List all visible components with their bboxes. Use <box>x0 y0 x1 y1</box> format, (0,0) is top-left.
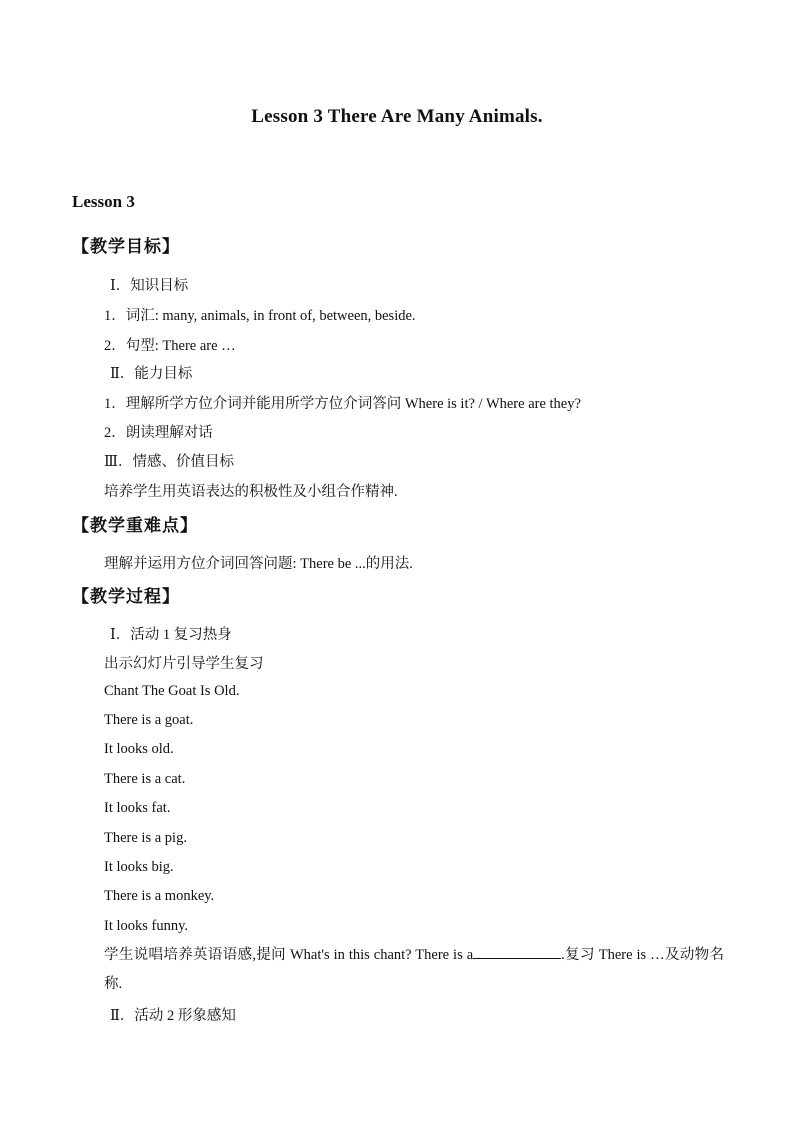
activity-1-heading: Ⅰ．活动 1 复习热身 <box>110 627 232 643</box>
chant-discussion-paragraph <box>104 941 724 999</box>
emotion-goal-heading: Ⅲ．情感、价值目标 <box>104 454 234 470</box>
section-heading-key-points: 【教学重难点】 <box>72 516 198 535</box>
slides-instruction: 出示幻灯片引导学生复习 <box>104 656 264 672</box>
lesson-label: Lesson 3 <box>72 192 135 211</box>
chant-line: There is a pig. <box>104 830 187 846</box>
section-heading-process: 【教学过程】 <box>72 587 180 606</box>
chant-line: It looks fat. <box>104 800 171 816</box>
chant-line: It looks big. <box>104 859 174 875</box>
paragraph-text-end: .复习 There is …及动物名称. <box>104 947 724 992</box>
chant-line: There is a cat. <box>104 771 186 787</box>
emotion-goal-text: 培养学生用英语表达的积极性及小组合作精神. <box>104 484 398 500</box>
ability-goal-2: 2．朗读理解对话 <box>104 425 213 441</box>
ability-goal-heading: Ⅱ．能力目标 <box>110 366 193 382</box>
fill-in-blank <box>473 958 561 959</box>
knowledge-goal-heading: Ⅰ．知识目标 <box>110 278 189 294</box>
sentence-pattern-line: 2．句型: There are … <box>104 338 236 354</box>
chant-line: There is a goat. <box>104 712 194 728</box>
key-points-text: 理解并运用方位介词回答问题: There be ...的用法. <box>104 556 413 572</box>
vocab-line: 1．词汇: many, animals, in front of, between, beside. <box>104 308 416 324</box>
chant-line: Chant The Goat Is Old. <box>104 683 240 699</box>
document-title: Lesson 3 There Are Many Animals. <box>251 106 543 127</box>
chant-line: It looks funny. <box>104 918 189 934</box>
ability-goal-1: 1．理解所学方位介词并能用所学方位介词答问 Where is it? / Where are they? <box>104 396 581 412</box>
chant-line: There is a monkey. <box>104 888 215 904</box>
section-heading-goals: 【教学目标】 <box>72 237 180 256</box>
activity-2-heading: Ⅱ．活动 2 形象感知 <box>110 1008 236 1024</box>
paragraph-text-start: 学生说唱培养英语语感,提问 What's in this chant? There is a <box>104 947 474 963</box>
chant-line: It looks old. <box>104 741 174 757</box>
